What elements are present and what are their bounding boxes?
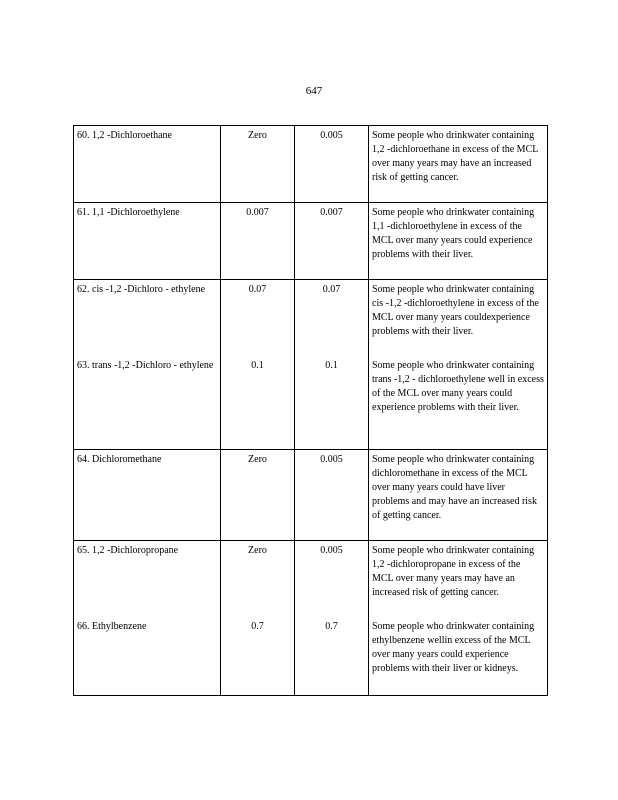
health-effect-cell [369, 450, 548, 541]
contaminant-name: 62. cis -1,2 -Dichloro - ethylene [77, 284, 206, 295]
table-row [74, 203, 548, 280]
table-row [74, 126, 548, 203]
mclg-cell [221, 541, 295, 696]
mcl-value: 0.7 [325, 621, 338, 632]
contaminant-name: 61. 1,1 -Dichloroethylene [77, 207, 180, 218]
mcl-value: 0.005 [320, 454, 343, 465]
page-number: 647 [305, 85, 323, 97]
health-effect-text: Some people who drinkwater containing trans -1,2 - dichloroethylene well in excess of the MCL over many years could experience problems with their liver. [372, 360, 544, 413]
health-effect-text: Some people who drinkwater containing cis -1,2 -dichloroethylene in excess of the MCL over many years couldexperience problems with their liver. [372, 284, 539, 337]
mcl-cell [295, 203, 369, 280]
mclg-cell [221, 203, 295, 280]
contaminant-name: 64. Dichloromethane [77, 454, 162, 465]
health-effect-text: Some people who drinkwater containing 1,2 -dichloroethane in excess of the MCL over many years may have an increased risk of getting cancer. [372, 130, 538, 183]
mclg-cell [221, 450, 295, 541]
mcl-value: 0.07 [322, 284, 341, 295]
mclg-value: Zero [248, 454, 267, 465]
mclg-value: Zero [248, 545, 267, 556]
mclg-value: 0.07 [248, 284, 267, 295]
mclg-value: Zero [248, 130, 267, 141]
table-row [74, 280, 548, 450]
health-effect-text: Some people who drinkwater containing ethylbenzene wellin excess of the MCL over many years could experience problems with their liver or kidneys. [372, 621, 535, 674]
contaminant-name: 65. 1,2 -Dichloropropane [77, 545, 179, 556]
contaminant-name-cell [74, 280, 221, 450]
health-effect-text: Some people who drinkwater containing 1,1 -dichloroethylene in excess of the MCL over many years could experience problems with their liver. [372, 207, 535, 260]
health-effect-text: Some people who drinkwater containing 1,2 -dichloropropane in excess of the MCL over many years may have an increased risk of getting cancer. [372, 545, 535, 598]
contaminant-name: 63. trans -1,2 -Dichloro - ethylene [77, 360, 214, 371]
contaminant-name-cell [74, 541, 221, 696]
mclg-value: 0.1 [251, 360, 264, 371]
table-row [74, 450, 548, 541]
table-row [74, 541, 548, 696]
contaminant-name-cell [74, 203, 221, 280]
health-effect-cell [369, 280, 548, 450]
health-effect-cell [369, 126, 548, 203]
mcl-value: 0.005 [320, 130, 343, 141]
mcl-value: 0.005 [320, 545, 343, 556]
mcl-cell [295, 126, 369, 203]
mclg-value: 0.7 [251, 621, 264, 632]
mcl-value: 0.007 [320, 207, 343, 218]
mclg-cell [221, 280, 295, 450]
contaminant-name: 66. Ethylbenzene [77, 621, 147, 632]
contaminant-name-cell [74, 126, 221, 203]
mclg-value: 0.007 [246, 207, 269, 218]
health-effect-text: Some people who drinkwater containing dichloromethane in excess of the MCL over many years could have liver problems and may have an increased risk of getting cancer. [372, 454, 537, 521]
mcl-cell [295, 450, 369, 541]
mcl-cell [295, 280, 369, 450]
contaminant-name: 60. 1,2 -Dichloroethane [77, 130, 172, 141]
mcl-cell [295, 541, 369, 696]
health-effect-cell [369, 203, 548, 280]
mcl-value: 0.1 [325, 360, 338, 371]
health-effect-cell [369, 541, 548, 696]
mclg-cell [221, 126, 295, 203]
contaminant-name-cell [74, 450, 221, 541]
contaminant-table [73, 125, 548, 696]
